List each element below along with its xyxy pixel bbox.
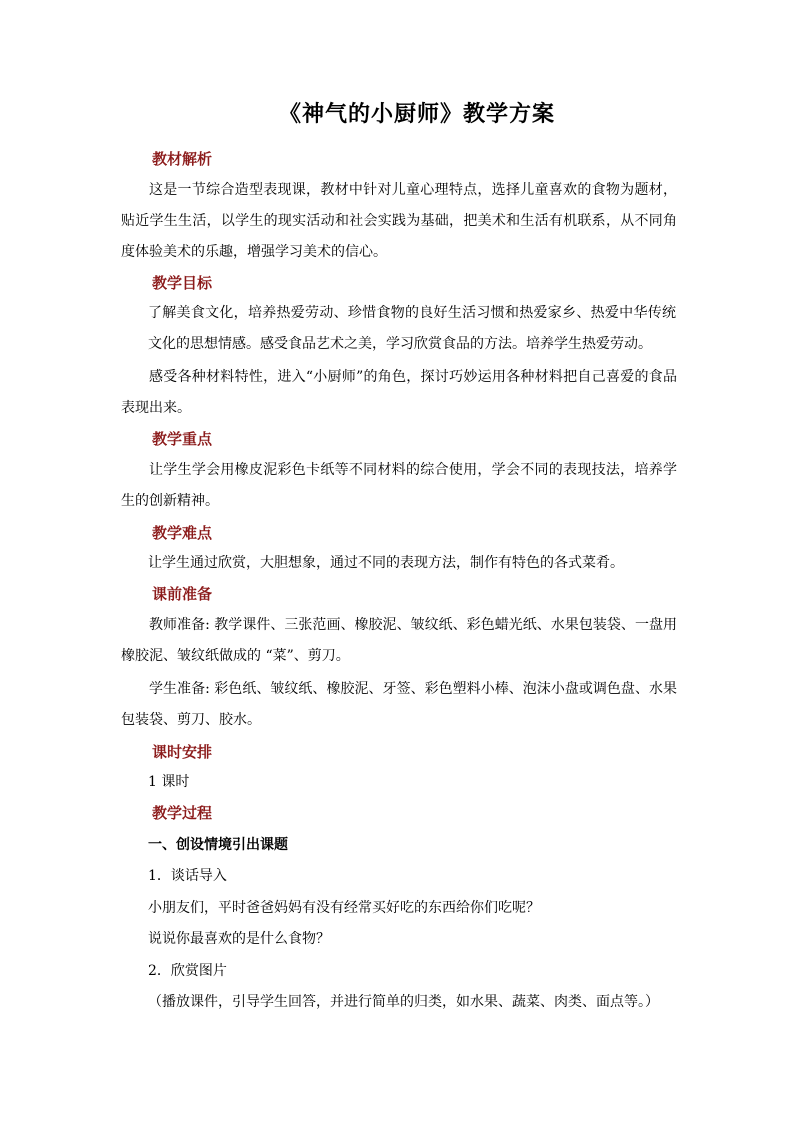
schedule-text: 1 课时	[148, 774, 190, 790]
section-heading-schedule: 课时安排	[152, 743, 213, 761]
section-heading-analysis: 教材解析	[152, 150, 213, 168]
section-heading-goals: 教学目标	[152, 274, 213, 292]
prep-teacher-paragraph: 教师准备: 教学课件、三张范画、橡胶泥、皱纹纸、彩色蜡光纸、水果包装袋、一盘用橡胶泥、皱纹纸做成的 “菜”、剪刀。	[121, 617, 677, 664]
prep-student-paragraph: 学生准备: 彩色纸、皱纹纸、橡胶泥、牙签、彩色塑料小棒、泡沫小盘或调色盘、水果包装袋、剪刀、胶水。	[121, 681, 677, 728]
section-heading-prep: 课前准备	[152, 585, 213, 603]
analysis-paragraph: 这是一节综合造型表现课，教材中针对儿童心理特点，选择儿童喜欢的食物为题材，贴近学生生活，以学生的现实活动和社会实践为基础，把美术和生活有机联系，从不同角度体验美术的乐趣，增强学习美术的信心。	[121, 182, 677, 260]
section-heading-process: 教学过程	[152, 804, 213, 822]
key-paragraph: 让学生学会用橡皮泥彩色卡纸等不同材料的综合使用，学会不同的表现技法，培养学生的创新精神。	[121, 462, 677, 509]
process-step-2: 2．欣赏图片	[148, 963, 227, 979]
process-question-1: 小朋友们，平时爸爸妈妈有没有经常买好吃的东西给你们吃呢？	[148, 900, 540, 916]
process-part-1-heading: 一、创设情境引出课题	[148, 837, 288, 853]
section-heading-difficulty: 教学难点	[152, 524, 213, 542]
section-heading-key: 教学重点	[152, 430, 213, 448]
goals-paragraph-2: 感受各种材料特性，进入“小厨师”的角色，探讨巧妙运用各种材料把自己喜爱的食品表现出来。	[121, 369, 677, 416]
difficulty-paragraph: 让学生通过欣赏，大胆想象，通过不同的表现方法，制作有特色的各式菜肴。	[148, 555, 624, 571]
process-step-1: 1．谈话导入	[148, 868, 227, 884]
goals-paragraph-1: 了解美食文化，培养热爱劳动、珍惜食物的良好生活习惯和热爱家乡、热爱中华传统文化的思想情感。感受食品艺术之美，学习欣赏食品的方法。培养学生热爱劳动。	[148, 305, 676, 352]
process-question-2: 说说你最喜欢的是什么食物？	[148, 931, 330, 947]
process-note: （播放课件，引导学生回答，并进行简单的归类，如水果、蔬菜、肉类、面点等。）	[148, 994, 659, 1010]
document-title: 《神气的小厨师》教学方案	[278, 101, 555, 127]
